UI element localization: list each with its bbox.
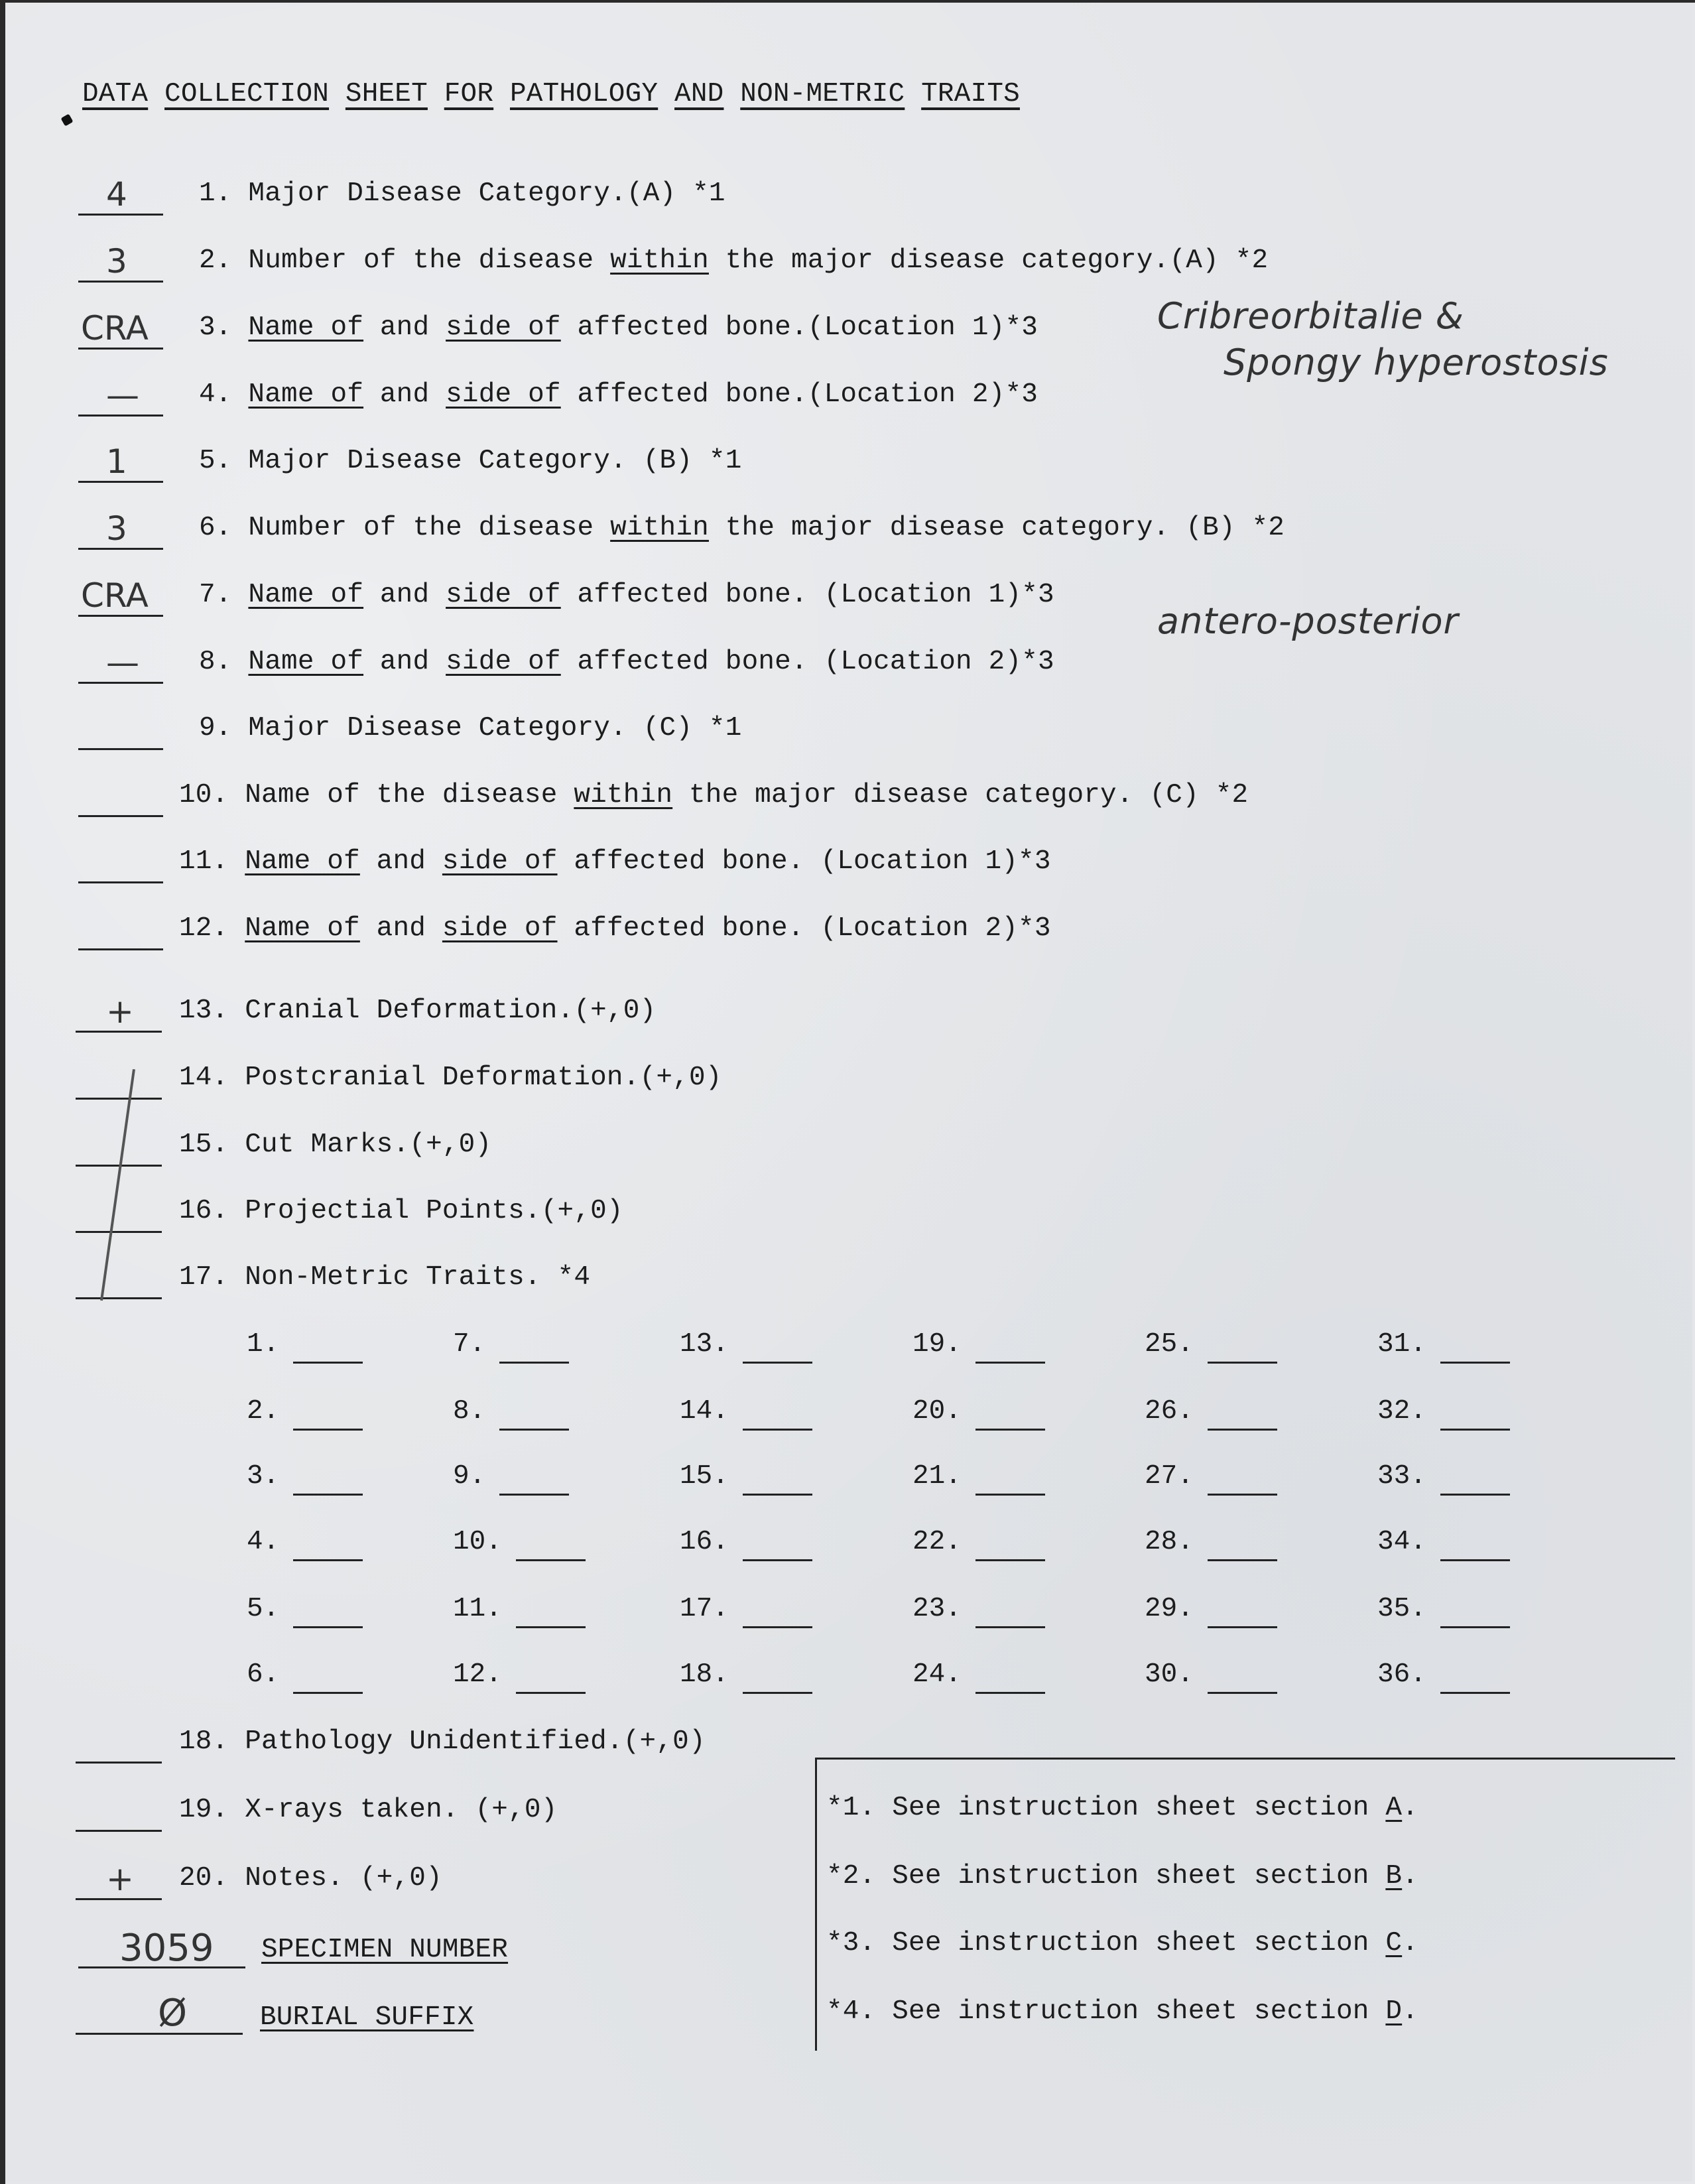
question-text: and [359,913,442,944]
question-number: 3. [199,312,232,343]
question-text: Number of the disease [248,513,611,543]
trait-answer-blank[interactable] [743,1692,812,1694]
question-text: Pathology Unidentified.(+,0) [245,1726,706,1757]
question-number: 10. [179,780,229,810]
question-text: Number of the disease [248,245,611,276]
footnote-section-letter: D [1385,1996,1403,2027]
question-number: 4. [199,379,232,410]
trait-number: 36. [1377,1659,1426,1690]
question-text: and [363,312,446,343]
handwritten-note-location-a-line1: Cribreorbitalie & [1157,295,1464,337]
question-13 [179,996,656,1025]
trait-answer-blank[interactable] [743,1429,812,1431]
question-text: Name of the disease [245,780,574,810]
answer-value-6[interactable]: 3 [106,509,127,548]
question-text: and [363,647,446,677]
scan-edge-left [0,0,5,2184]
specimen-number-label: SPECIMEN NUMBER [261,1935,509,1965]
trait-answer-blank[interactable] [1208,1429,1277,1431]
trait-number: 35. [1377,1594,1426,1624]
title-word: TRAITS [921,79,1020,109]
footnote-section-letter: A [1385,1793,1403,1823]
trait-answer-blank[interactable] [293,1626,363,1628]
question-number: 20. [179,1863,229,1894]
question-number: 1. [199,178,232,209]
underlined-text: Name of [245,846,360,877]
footnote-marker: *3. [826,1928,876,1959]
trait-answer-blank[interactable] [975,1559,1045,1561]
question-text: Major Disease Category. (C) *1 [248,713,742,743]
question-number: 17. [179,1262,229,1293]
trait-answer-blank[interactable] [1440,1494,1510,1496]
question-number: 5. [199,446,232,476]
handwritten-note-location-b: antero-posterior [1157,600,1459,642]
footnote-text: See instruction sheet section [892,1928,1386,1959]
question-text: and [363,580,446,610]
question-text: Notes. (+,0) [245,1863,442,1894]
trait-answer-blank[interactable] [499,1429,569,1431]
question-text: affected bone. (Location 2)*3 [560,647,1054,677]
trait-number: 22. [912,1527,962,1557]
title-word: DATA [82,79,149,109]
underlined-text: Name of [248,379,364,410]
answer-line-19 [76,1830,162,1832]
footnote-4 [826,1997,1418,2026]
question-1 [199,179,725,208]
question-9 [199,714,742,743]
trait-number: 26. [1145,1396,1194,1427]
question-18 [179,1727,706,1756]
question-text: Projectial Points.(+,0) [245,1196,623,1226]
question-5 [199,446,742,476]
trait-answer-blank[interactable] [293,1692,363,1694]
footnote-text: See instruction sheet section [892,1793,1386,1823]
trait-number: 6. [247,1659,280,1690]
burial-suffix-value[interactable]: Ø [158,1992,188,2035]
answer-line-17 [76,1297,162,1299]
question-text: affected bone. (Location 2)*3 [557,913,1051,944]
question-text: Postcranial Deformation.(+,0) [245,1062,722,1093]
trait-number: 17. [680,1594,729,1624]
underlined-text: within [574,780,673,810]
trait-number: 5. [247,1594,280,1624]
trait-answer-blank[interactable] [293,1559,363,1561]
footnote-period: . [1402,1996,1418,2027]
answer-value-2[interactable]: 3 [106,242,127,281]
title-word: PATHOLOGY [509,79,659,109]
trait-number: 10. [453,1527,502,1557]
trait-number: 25. [1145,1329,1194,1360]
answer-line-16 [76,1231,162,1233]
trait-number: 33. [1377,1461,1426,1492]
trait-answer-blank[interactable] [1440,1626,1510,1628]
footnote-period: . [1402,1793,1418,1823]
underlined-text: side of [446,312,561,343]
trait-number: 9. [453,1461,486,1492]
trait-number: 29. [1145,1594,1194,1624]
page-title [82,80,1020,109]
question-19 [179,1795,558,1825]
underlined-text: side of [442,913,558,944]
question-text: Non-Metric Traits. *4 [245,1262,591,1293]
question-12 [179,914,1051,943]
question-number: 16. [179,1196,229,1226]
trait-answer-blank[interactable] [499,1362,569,1364]
answer-value-3[interactable]: CRA [81,309,149,348]
underlined-text: side of [446,580,561,610]
underlined-text: Name of [248,647,364,677]
question-3 [199,313,1038,342]
answer-value-4[interactable]: — [106,376,139,415]
answer-line-18 [76,1762,162,1764]
trait-number: 20. [912,1396,962,1427]
trait-number: 7. [453,1329,486,1360]
question-20 [179,1864,442,1893]
footnote-box-left-rule [815,1758,817,2051]
trait-answer-blank[interactable] [1208,1559,1277,1561]
answer-value-5[interactable]: 1 [106,442,127,481]
footnote-text: See instruction sheet section [892,1861,1386,1892]
answer-line-14 [76,1098,162,1100]
trait-number: 12. [453,1659,502,1690]
trait-number: 3. [247,1461,280,1492]
answer-line-11 [78,881,163,883]
underlined-text: within [610,513,709,543]
trait-answer-blank[interactable] [743,1494,812,1496]
trait-answer-blank[interactable] [975,1362,1045,1364]
footnote-section-letter: C [1385,1928,1403,1959]
trait-answer-blank[interactable] [743,1362,812,1364]
trait-number: 15. [680,1461,729,1492]
title-word: SHEET [345,79,428,109]
underlined-text: Name of [245,913,360,944]
trait-answer-blank[interactable] [975,1692,1045,1694]
footnote-period: . [1402,1861,1418,1892]
question-number: 2. [199,245,232,276]
question-6 [199,513,1285,543]
trait-answer-blank[interactable] [1208,1362,1277,1364]
question-text: affected bone.(Location 1)*3 [560,312,1038,343]
question-8 [199,647,1054,676]
question-text: affected bone.(Location 2)*3 [560,379,1038,410]
trait-number: 21. [912,1461,962,1492]
title-word: FOR [444,79,494,109]
question-4 [199,380,1038,409]
question-number: 14. [179,1062,229,1093]
answer-line-7 [78,615,163,617]
trait-answer-blank[interactable] [499,1494,569,1496]
question-number: 12. [179,913,229,944]
title-word: AND [674,79,724,109]
answer-line-20 [76,1898,162,1900]
trait-number: 30. [1145,1659,1194,1690]
trait-answer-blank[interactable] [516,1692,586,1694]
trait-number: 11. [453,1594,502,1624]
answer-value-13[interactable]: + [106,992,134,1031]
trait-answer-blank[interactable] [1440,1559,1510,1561]
question-number: 13. [179,996,229,1026]
answer-line-8 [78,682,163,684]
trait-number: 28. [1145,1527,1194,1557]
underlined-text: within [610,245,709,276]
footnote-2 [826,1862,1418,1891]
question-number: 8. [199,647,232,677]
footnote-1 [826,1793,1418,1823]
question-number: 19. [179,1795,229,1825]
answer-line-6 [78,548,163,550]
trait-answer-blank[interactable] [516,1626,586,1628]
answer-line-3 [78,348,163,350]
question-text: Major Disease Category.(A) *1 [248,178,725,209]
footnote-period: . [1402,1928,1418,1959]
specimen-number-value[interactable]: 3059 [119,1927,214,1970]
trait-answer-blank[interactable] [1440,1362,1510,1364]
trait-answer-blank[interactable] [1208,1494,1277,1496]
question-text: Cut Marks.(+,0) [245,1129,492,1160]
trait-answer-blank[interactable] [1208,1692,1277,1694]
answer-value-7[interactable]: CRA [81,576,149,615]
trait-answer-blank[interactable] [293,1362,363,1364]
underlined-text: side of [446,379,561,410]
trait-answer-blank[interactable] [975,1626,1045,1628]
trait-answer-blank[interactable] [1440,1429,1510,1431]
answer-line-10 [78,815,163,817]
underlined-text: side of [446,647,561,677]
answer-line-5 [78,481,163,483]
title-word: NON-METRIC [740,79,905,109]
question-text: affected bone. (Location 1)*3 [560,580,1054,610]
trait-answer-blank[interactable] [293,1494,363,1496]
answer-value-20[interactable]: + [106,1860,134,1898]
footnote-marker: *4. [826,1996,876,2027]
answer-line-9 [78,748,163,750]
question-16 [179,1196,623,1226]
trait-answer-blank[interactable] [1208,1626,1277,1628]
trait-answer-blank[interactable] [516,1559,586,1561]
question-text: X-rays taken. (+,0) [245,1795,558,1825]
trait-number: 1. [247,1329,280,1360]
footnote-3 [826,1929,1418,1958]
question-number: 6. [199,513,232,543]
burial-suffix-label: BURIAL SUFFIX [260,2002,474,2033]
question-number: 15. [179,1129,229,1160]
trait-number: 23. [912,1594,962,1624]
footnote-text: See instruction sheet section [892,1996,1386,2027]
trait-answer-blank[interactable] [975,1494,1045,1496]
trait-number: 8. [453,1396,486,1427]
trait-number: 16. [680,1527,729,1557]
answer-value-1[interactable]: 4 [106,175,127,214]
trait-number: 18. [680,1659,729,1690]
handwritten-note-location-a-line2: Spongy hyperostosis [1224,342,1609,383]
question-text: Major Disease Category. (B) *1 [248,446,742,476]
underlined-text: side of [442,846,558,877]
trait-number: 4. [247,1527,280,1557]
question-14 [179,1063,722,1092]
question-2 [199,246,1268,275]
trait-number: 19. [912,1329,962,1360]
question-text: and [359,846,442,877]
question-17 [179,1263,590,1292]
answer-line-12 [78,948,163,950]
question-text: the major disease category. (B) *2 [708,513,1285,543]
footnote-section-letter: B [1385,1861,1403,1892]
trait-number: 2. [247,1396,280,1427]
footnote-marker: *1. [826,1793,876,1823]
footnote-marker: *2. [826,1861,876,1892]
footnote-box-top-rule [816,1758,1675,1760]
title-word: COLLECTION [164,79,330,109]
trait-number: 32. [1377,1396,1426,1427]
question-15 [179,1130,491,1159]
trait-answer-blank[interactable] [975,1429,1045,1431]
question-text: Cranial Deformation.(+,0) [245,996,657,1026]
trait-number: 13. [680,1329,729,1360]
trait-number: 24. [912,1659,962,1690]
question-7 [199,580,1054,610]
answer-line-1 [78,214,163,216]
question-number: 7. [199,580,232,610]
trait-number: 14. [680,1396,729,1427]
question-number: 9. [199,713,232,743]
answer-value-8[interactable]: — [106,643,139,682]
question-text: the major disease category.(A) *2 [708,245,1269,276]
answer-line-2 [78,281,163,283]
question-number: 11. [179,846,229,877]
question-text: affected bone. (Location 1)*3 [557,846,1051,877]
question-text: the major disease category. (C) *2 [672,780,1249,810]
underlined-text: Name of [248,312,364,343]
trait-answer-blank[interactable] [1440,1692,1510,1694]
question-number: 18. [179,1726,229,1757]
trait-number: 34. [1377,1527,1426,1557]
scan-edge-top [0,0,1695,3]
trait-answer-blank[interactable] [743,1559,812,1561]
trait-number: 27. [1145,1461,1194,1492]
question-11 [179,847,1051,876]
trait-answer-blank[interactable] [743,1626,812,1628]
answer-line-4 [78,415,163,417]
question-10 [179,781,1248,810]
underlined-text: Name of [248,580,364,610]
question-text: and [363,379,446,410]
trait-answer-blank[interactable] [293,1429,363,1431]
answer-line-13 [76,1031,162,1033]
trait-number: 31. [1377,1329,1426,1360]
